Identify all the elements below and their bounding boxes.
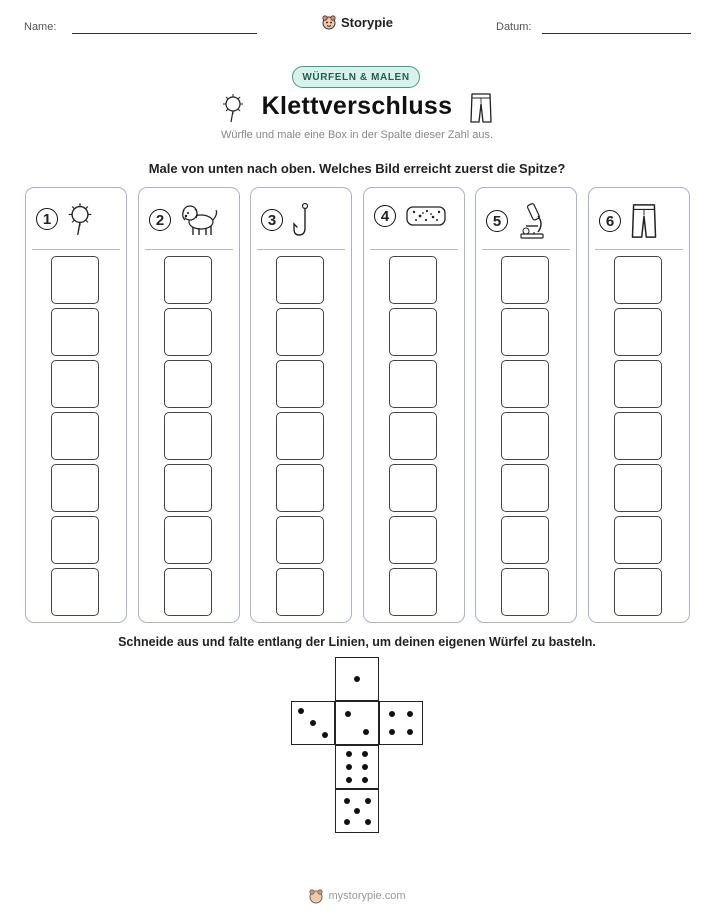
- column-header: [261, 202, 313, 238]
- column-header: [486, 202, 548, 240]
- die-pip: [407, 729, 413, 735]
- column-number: 6: [599, 210, 621, 232]
- die-face-3: [291, 701, 335, 745]
- die-pip: [345, 711, 351, 717]
- color-box[interactable]: [389, 412, 437, 460]
- name-line[interactable]: [72, 33, 257, 34]
- color-box[interactable]: [276, 464, 324, 512]
- color-box[interactable]: [389, 464, 437, 512]
- date-line[interactable]: [542, 33, 691, 34]
- color-box[interactable]: [389, 308, 437, 356]
- color-box[interactable]: [164, 464, 212, 512]
- color-box[interactable]: [164, 360, 212, 408]
- color-box[interactable]: [276, 256, 324, 304]
- die-column-2: [138, 187, 240, 623]
- color-box[interactable]: [501, 256, 549, 304]
- color-box[interactable]: [614, 516, 662, 564]
- column-divider: [145, 249, 233, 250]
- color-box[interactable]: [389, 360, 437, 408]
- die-instruction: Schneide aus und falte entlang der Linien, um deinen eigenen Würfel zu basteln.: [118, 635, 596, 649]
- dog-icon: [179, 202, 219, 238]
- die-pip: [363, 729, 369, 735]
- column-header: [149, 202, 219, 238]
- color-box[interactable]: [276, 360, 324, 408]
- color-box[interactable]: [389, 516, 437, 564]
- die-face-5: [335, 789, 379, 833]
- footer: [0, 888, 714, 904]
- color-box[interactable]: [614, 360, 662, 408]
- die-pip: [362, 764, 368, 770]
- color-box[interactable]: [501, 516, 549, 564]
- die-column-5: [475, 187, 577, 623]
- die-pip: [389, 729, 395, 735]
- color-box[interactable]: [51, 568, 99, 616]
- die-pip: [346, 751, 352, 757]
- die-face-4: [379, 701, 423, 745]
- column-divider: [257, 249, 345, 250]
- date-label: Datum:: [496, 21, 532, 33]
- die-pip: [298, 708, 304, 714]
- color-box[interactable]: [389, 568, 437, 616]
- die-face-6: [335, 745, 379, 789]
- color-box[interactable]: [614, 412, 662, 460]
- storypie-logo-icon: [308, 888, 324, 904]
- color-box[interactable]: [164, 256, 212, 304]
- color-box[interactable]: [389, 256, 437, 304]
- storypie-logo-icon: [321, 14, 337, 30]
- die-pip: [354, 676, 360, 682]
- column-number: 4: [374, 205, 396, 227]
- color-box[interactable]: [164, 412, 212, 460]
- color-box[interactable]: [51, 256, 99, 304]
- column-divider: [32, 249, 120, 250]
- microscope-icon: [516, 202, 548, 240]
- sponge-icon: [404, 202, 448, 230]
- die-face-2: [335, 701, 379, 745]
- activity-badge: WÜRFELN & MALEN: [292, 66, 420, 88]
- pants-icon: [468, 92, 494, 124]
- color-box[interactable]: [501, 568, 549, 616]
- column-number: 2: [149, 209, 171, 231]
- color-box[interactable]: [51, 516, 99, 564]
- die-pip: [407, 711, 413, 717]
- column-divider: [370, 249, 458, 250]
- burr-icon: [66, 202, 94, 236]
- die-pip: [322, 732, 328, 738]
- footer-url: mystorypie.com: [328, 890, 406, 902]
- column-number: 3: [261, 209, 283, 231]
- color-box[interactable]: [276, 412, 324, 460]
- die-pip: [344, 798, 350, 804]
- worksheet-instruction: Male von unten nach oben. Welches Bild erreicht zuerst die Spitze?: [148, 161, 566, 176]
- die-column-3: [250, 187, 352, 623]
- die-pip: [362, 751, 368, 757]
- die-pip: [346, 777, 352, 783]
- hook-icon: [291, 202, 313, 238]
- color-box[interactable]: [51, 412, 99, 460]
- worksheet-title: Klettverschluss: [261, 92, 453, 120]
- brand-name: Storypie: [340, 14, 393, 30]
- color-box[interactable]: [501, 308, 549, 356]
- color-box[interactable]: [51, 360, 99, 408]
- color-box[interactable]: [614, 464, 662, 512]
- color-box[interactable]: [164, 568, 212, 616]
- color-box[interactable]: [614, 568, 662, 616]
- brand: [0, 14, 714, 30]
- color-box[interactable]: [501, 360, 549, 408]
- die-pip: [346, 764, 352, 770]
- worksheet-subtitle: Würfle und male eine Box in der Spalte dieser Zahl aus.: [220, 129, 494, 141]
- color-box[interactable]: [614, 308, 662, 356]
- color-box[interactable]: [614, 256, 662, 304]
- column-header: [36, 202, 94, 236]
- die-pip: [365, 819, 371, 825]
- color-box[interactable]: [51, 308, 99, 356]
- die-pip: [344, 819, 350, 825]
- color-box[interactable]: [276, 568, 324, 616]
- color-box[interactable]: [51, 464, 99, 512]
- color-box[interactable]: [501, 464, 549, 512]
- column-header: [374, 202, 448, 230]
- die-pip: [354, 808, 360, 814]
- die-face-1: [335, 657, 379, 701]
- die-pip: [389, 711, 395, 717]
- die-column-1: [25, 187, 127, 623]
- die-pip: [362, 777, 368, 783]
- color-box[interactable]: [501, 412, 549, 460]
- color-box[interactable]: [276, 516, 324, 564]
- name-label: Name:: [24, 21, 57, 33]
- color-box[interactable]: [164, 308, 212, 356]
- column-header: [599, 202, 659, 240]
- die-pip: [365, 798, 371, 804]
- die-column-6: [588, 187, 690, 623]
- pants-icon: [629, 202, 659, 240]
- die-column-4: [363, 187, 465, 623]
- column-divider: [482, 249, 570, 250]
- color-box[interactable]: [276, 308, 324, 356]
- column-divider: [595, 249, 683, 250]
- color-box[interactable]: [164, 516, 212, 564]
- column-number: 1: [36, 208, 58, 230]
- die-pip: [310, 720, 316, 726]
- column-number: 5: [486, 210, 508, 232]
